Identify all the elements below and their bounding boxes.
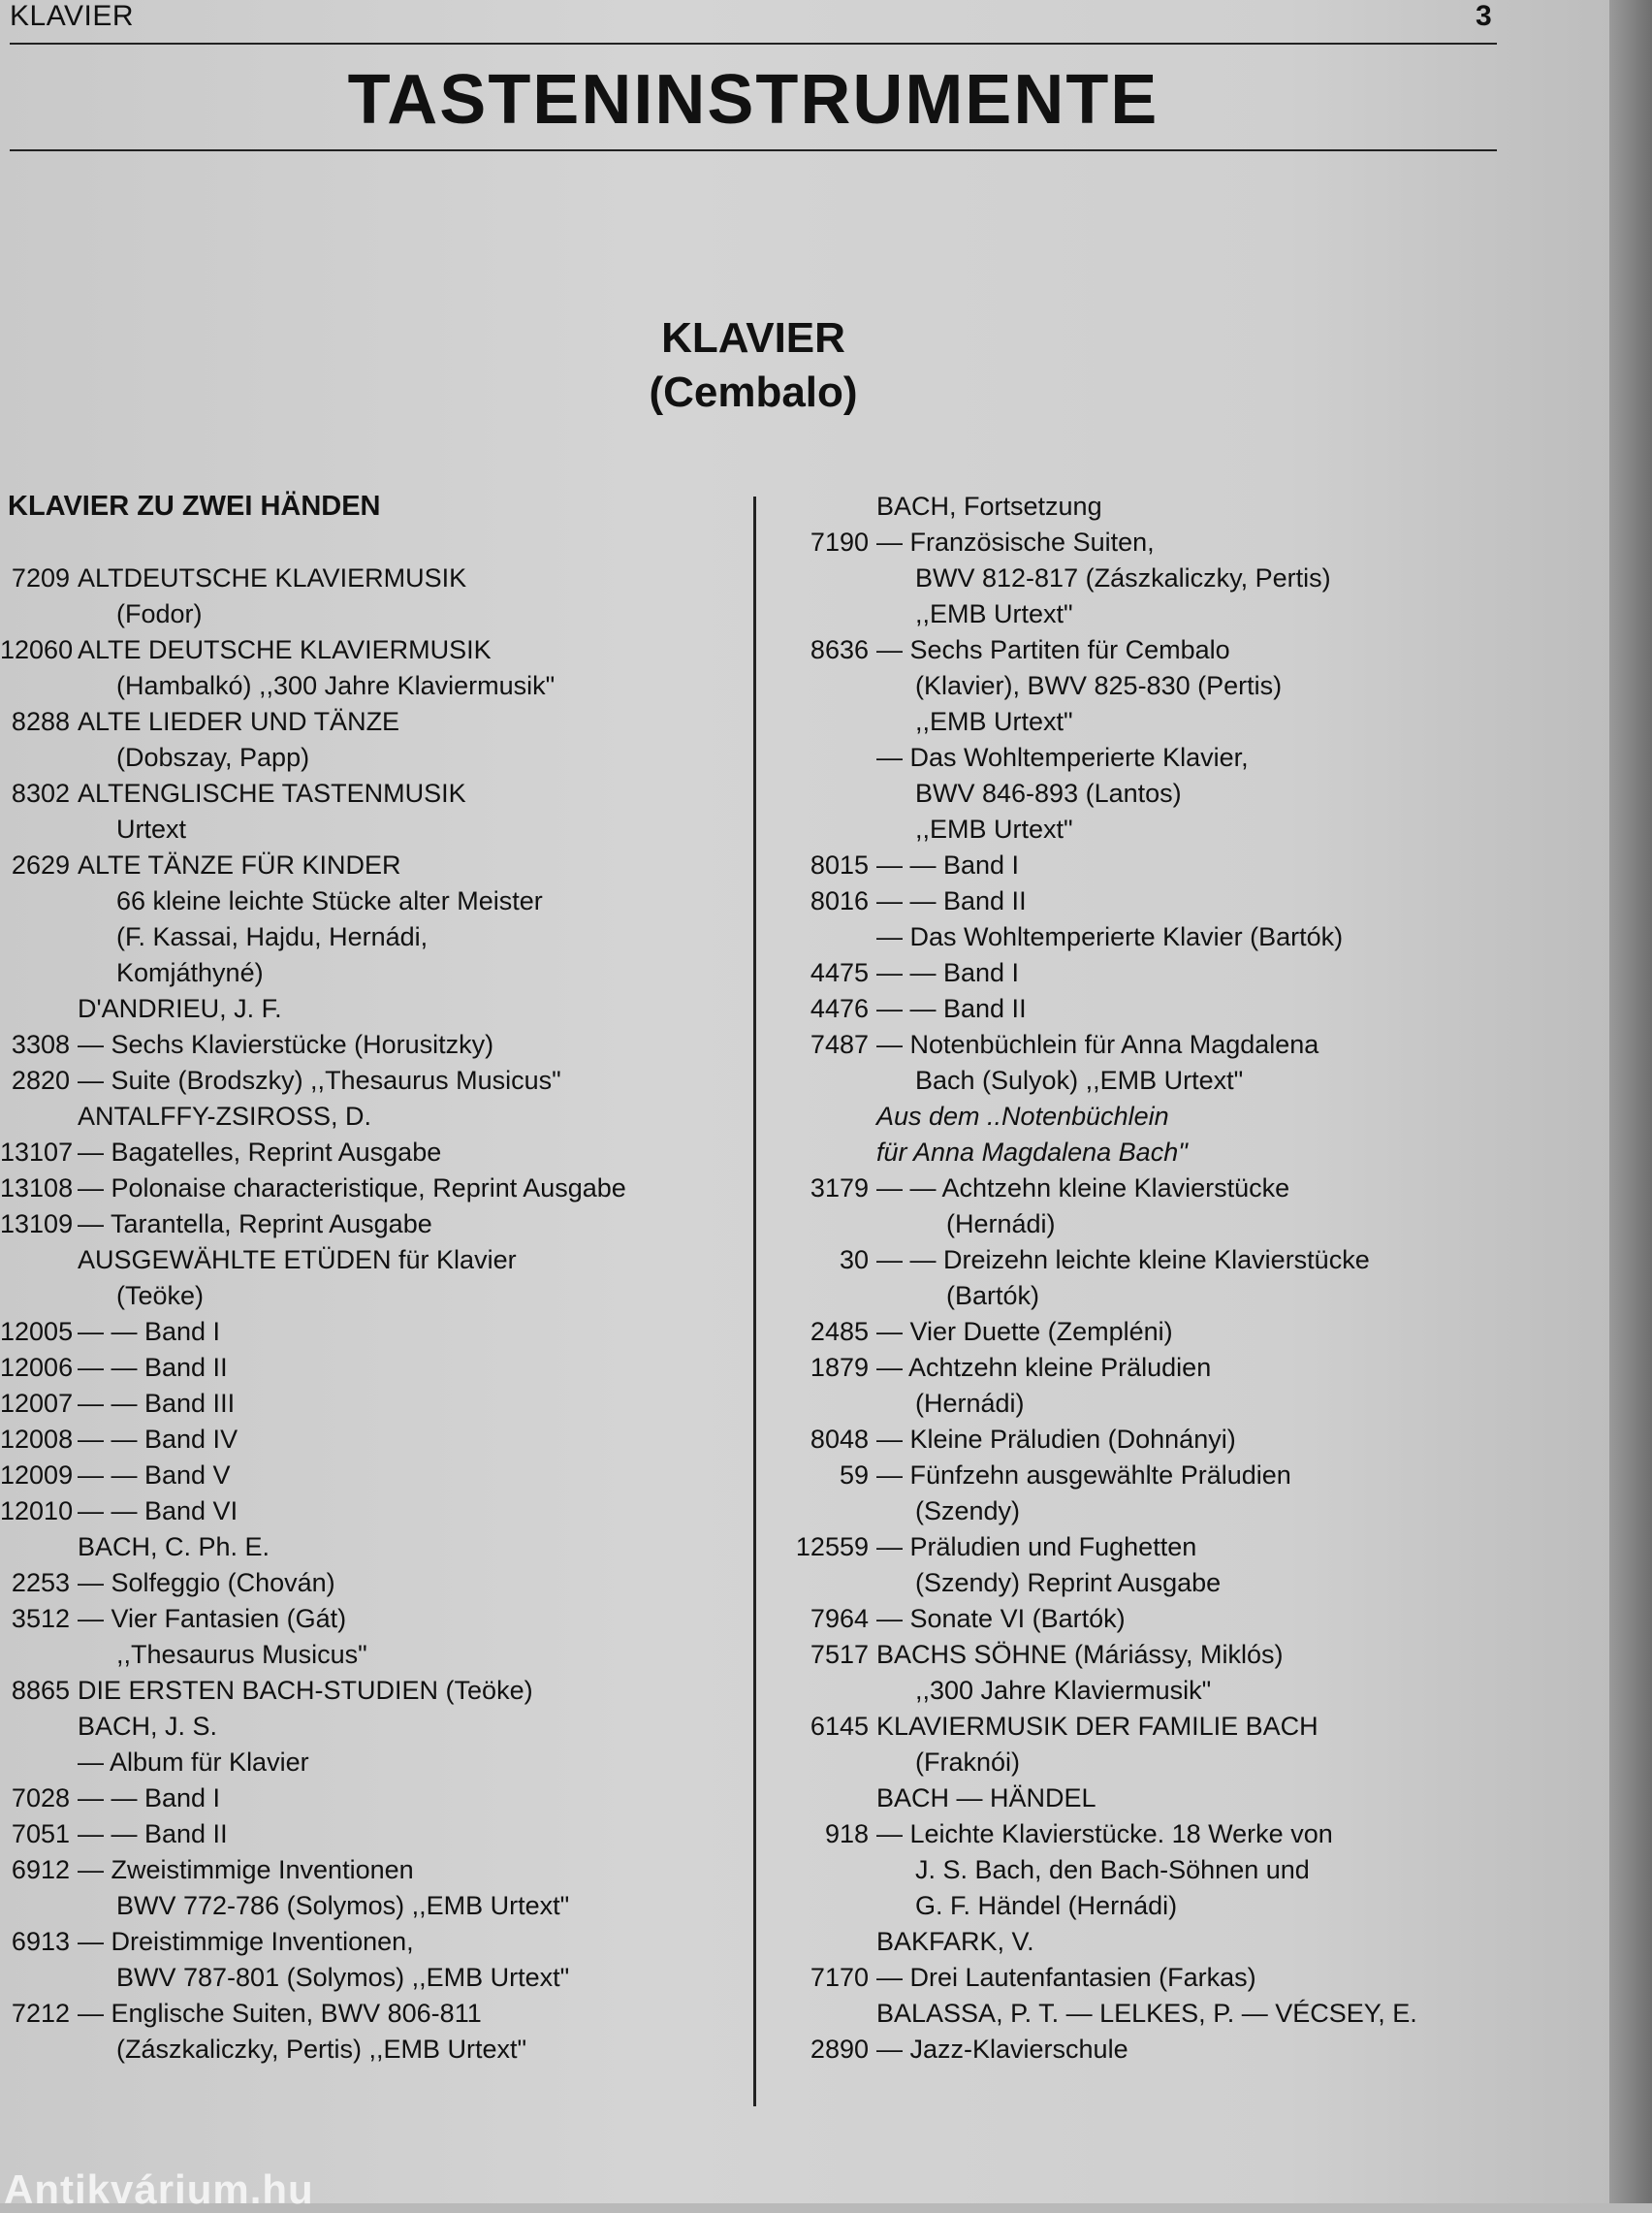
- catalog-number: [776, 596, 876, 632]
- catalog-entry: [0, 668, 747, 704]
- catalog-entry: [776, 1529, 1512, 1565]
- catalog-title: ALTENGLISCHE TASTENMUSIK: [78, 779, 466, 808]
- catalog-title: (Fodor): [116, 599, 203, 628]
- catalog-title: — — Band V: [78, 1460, 231, 1490]
- catalog-title: BWV 812-817 (Zászkaliczky, Pertis): [915, 563, 1331, 593]
- catalog-number: 13108: [0, 1173, 74, 1203]
- catalog-title: BACH, Fortsetzung: [876, 492, 1102, 521]
- catalog-entry: [0, 1493, 747, 1529]
- catalog-number: 7212: [11, 1999, 70, 2028]
- catalog-title: — Achtzehn kleine Präludien: [876, 1353, 1212, 1382]
- catalog-title: — Suite (Brodszky) ,,Thesaurus Musicus": [78, 1066, 561, 1095]
- catalog-entry: [0, 632, 747, 668]
- catalog-entry: [776, 1206, 1512, 1242]
- catalog-title: — — Band II: [78, 1819, 228, 1848]
- catalog-entry: [776, 1422, 1512, 1458]
- catalog-entry: [776, 1780, 1512, 1816]
- catalog-number: 8288: [11, 707, 70, 736]
- catalog-number: [0, 991, 78, 1027]
- catalog-number: [776, 1996, 876, 2032]
- catalog-number: 12007: [0, 1389, 74, 1418]
- catalog-number: 3308: [11, 1030, 70, 1059]
- catalog-number: 12559: [795, 1532, 869, 1561]
- catalog-entry: [776, 1099, 1512, 1135]
- catalog-entry: [0, 1565, 747, 1601]
- catalog-title: BACH, J. S.: [78, 1712, 218, 1741]
- section-heading: KLAVIER ZU ZWEI HÄNDEN: [8, 491, 381, 522]
- catalog-entry: [0, 1242, 747, 1278]
- catalog-entry: [0, 848, 747, 883]
- catalog-title: (Szendy) Reprint Ausgabe: [915, 1568, 1222, 1597]
- catalog-entry: [776, 919, 1512, 955]
- header-rule: [10, 43, 1497, 45]
- catalog-title: — Album für Klavier: [78, 1748, 309, 1777]
- catalog-number: 8302: [11, 779, 70, 808]
- catalog-title: (Hernádi): [946, 1209, 1056, 1238]
- catalog-number: 8865: [11, 1676, 70, 1705]
- catalog-entry: [776, 1386, 1512, 1422]
- catalog-entry: [0, 1960, 747, 1996]
- right-column: [776, 489, 1512, 2068]
- catalog-entry: [0, 1888, 747, 1924]
- catalog-entry: [0, 1529, 747, 1565]
- catalog-title: — Drei Lautenfantasien (Farkas): [876, 1963, 1256, 1992]
- catalog-title: ,,EMB Urtext": [915, 815, 1073, 844]
- catalog-title: (Bartók): [946, 1281, 1040, 1310]
- catalog-entry: [776, 1242, 1512, 1278]
- catalog-title: (Dobszay, Papp): [116, 743, 310, 772]
- catalog-entry: [0, 1673, 747, 1709]
- catalog-number: [0, 1745, 78, 1780]
- catalog-entry: [776, 883, 1512, 919]
- catalog-number: [776, 1924, 876, 1960]
- catalog-entry: [776, 1063, 1512, 1099]
- catalog-title: ALTDEUTSCHE KLAVIERMUSIK: [78, 563, 467, 593]
- catalog-title: für Anna Magdalena Bach": [876, 1138, 1188, 1167]
- catalog-number: [0, 596, 78, 632]
- catalog-entry: [0, 1924, 747, 1960]
- catalog-title: — Jazz-Klavierschule: [876, 2035, 1128, 2064]
- catalog-title: — — Dreizehn leichte kleine Klavierstücke: [876, 1245, 1370, 1274]
- catalog-entry: [0, 919, 747, 955]
- catalog-entry: [776, 1565, 1512, 1601]
- catalog-number: [776, 1780, 876, 1816]
- catalog-title: KLAVIERMUSIK DER FAMILIE BACH: [876, 1712, 1318, 1741]
- catalog-entry: [776, 1278, 1512, 1314]
- catalog-entry: [0, 955, 747, 991]
- catalog-entry: [0, 1852, 747, 1888]
- catalog-number: [0, 1637, 78, 1673]
- main-title: TASTENINSTRUMENTE: [347, 61, 1160, 139]
- catalog-entry: [0, 1816, 747, 1852]
- catalog-entry: [776, 561, 1512, 596]
- catalog-title: — — Band IV: [78, 1425, 238, 1454]
- catalog-number: [776, 919, 876, 955]
- catalog-number: [776, 1493, 876, 1529]
- catalog-number: 12005: [0, 1317, 74, 1346]
- catalog-entry: [0, 883, 747, 919]
- catalog-entry: [776, 704, 1512, 740]
- catalog-title: — — Band VI: [78, 1496, 238, 1525]
- catalog-number: [0, 919, 78, 955]
- catalog-title: — Tarantella, Reprint Ausgabe: [78, 1209, 432, 1238]
- catalog-entry: [776, 1027, 1512, 1063]
- catalog-number: [0, 740, 78, 776]
- catalog-number: [0, 1529, 78, 1565]
- page-number: 3: [1476, 0, 1492, 32]
- catalog-number: 12060: [0, 635, 74, 664]
- catalog-number: [776, 812, 876, 848]
- catalog-title: — Sechs Klavierstücke (Horusitzky): [78, 1030, 494, 1059]
- catalog-entry: [776, 1314, 1512, 1350]
- catalog-title: — Dreistimmige Inventionen,: [78, 1927, 414, 1956]
- catalog-number: 7964: [810, 1604, 869, 1633]
- catalog-number: [0, 1888, 78, 1924]
- catalog-title: — Solfeggio (Chován): [78, 1568, 335, 1597]
- catalog-number: [776, 776, 876, 812]
- catalog-number: [0, 1709, 78, 1745]
- catalog-number: [776, 1852, 876, 1888]
- catalog-entry: [0, 1206, 747, 1242]
- catalog-entry: [776, 1458, 1512, 1493]
- catalog-title: ,,300 Jahre Klaviermusik": [915, 1676, 1212, 1705]
- catalog-entry: [0, 740, 747, 776]
- catalog-entry: [0, 704, 747, 740]
- subtitle-klavier: KLAVIER: [661, 314, 845, 362]
- catalog-number: [0, 1242, 78, 1278]
- catalog-entry: [0, 776, 747, 812]
- catalog-number: [776, 704, 876, 740]
- catalog-entry: [0, 1027, 747, 1063]
- catalog-entry: [776, 489, 1512, 525]
- catalog-number: [0, 1099, 78, 1135]
- catalog-number: 2253: [11, 1568, 70, 1597]
- catalog-title: — — Band II: [876, 886, 1027, 915]
- catalog-number: 12010: [0, 1496, 74, 1525]
- catalog-entry: [776, 812, 1512, 848]
- catalog-title: BAKFARK, V.: [876, 1927, 1034, 1956]
- catalog-entry: [776, 1745, 1512, 1780]
- catalog-title: — — Band III: [78, 1389, 236, 1418]
- catalog-entry: [776, 1924, 1512, 1960]
- catalog-entry: [776, 1709, 1512, 1745]
- catalog-title: — — Band II: [876, 994, 1027, 1023]
- catalog-entry: [776, 1493, 1512, 1529]
- catalog-title: (Hambalkó) ,,300 Jahre Klaviermusik": [116, 671, 556, 700]
- catalog-entry: [776, 525, 1512, 561]
- catalog-number: [776, 1565, 876, 1601]
- catalog-title: Aus dem ..Notenbüchlein: [876, 1102, 1169, 1131]
- catalog-title: — Das Wohltemperierte Klavier,: [876, 743, 1249, 772]
- catalog-title: G. F. Händel (Hernádi): [915, 1891, 1178, 1920]
- catalog-title: BACH — HÄNDEL: [876, 1783, 1096, 1812]
- catalog-number: 2485: [810, 1317, 869, 1346]
- catalog-title: — — Band I: [78, 1317, 221, 1346]
- catalog-title: ,,Thesaurus Musicus": [116, 1640, 367, 1669]
- catalog-title: (F. Kassai, Hajdu, Hernádi,: [116, 922, 429, 951]
- catalog-number: 7190: [810, 528, 869, 557]
- catalog-entry: [776, 2032, 1512, 2068]
- catalog-title: ,,EMB Urtext": [915, 707, 1073, 736]
- catalog-title: (Klavier), BWV 825-830 (Pertis): [915, 671, 1283, 700]
- catalog-title: — — Band I: [876, 958, 1020, 987]
- catalog-number: 13109: [0, 1209, 74, 1238]
- catalog-title: — Kleine Präludien (Dohnányi): [876, 1425, 1236, 1454]
- catalog-number: 7209: [11, 563, 70, 593]
- catalog-title: (Hernádi): [915, 1389, 1025, 1418]
- catalog-title: — Sonate VI (Bartók): [876, 1604, 1126, 1633]
- catalog-number: 6913: [11, 1927, 70, 1956]
- title-rule: [10, 149, 1497, 151]
- catalog-entry: [0, 1063, 747, 1099]
- catalog-number: 8015: [810, 850, 869, 880]
- catalog-title: 66 kleine leichte Stücke alter Meister: [116, 886, 543, 915]
- catalog-title: — Bagatelles, Reprint Ausgabe: [78, 1138, 442, 1167]
- watermark: Antikvárium.hu: [4, 2166, 314, 2212]
- catalog-title: J. S. Bach, den Bach-Söhnen und: [915, 1855, 1310, 1884]
- catalog-number: 7051: [11, 1819, 70, 1848]
- catalog-number: [776, 1206, 876, 1242]
- catalog-title: — — Band I: [78, 1783, 221, 1812]
- catalog-entry: [0, 1422, 747, 1458]
- catalog-number: 3179: [810, 1173, 869, 1203]
- catalog-number: [776, 561, 876, 596]
- catalog-number: 2629: [11, 850, 70, 880]
- catalog-entry: [0, 1135, 747, 1171]
- catalog-entry: [0, 1601, 747, 1637]
- catalog-entry: [0, 1350, 747, 1386]
- catalog-number: 7517: [810, 1640, 869, 1669]
- catalog-number: [0, 883, 78, 919]
- catalog-number: [0, 1278, 78, 1314]
- catalog-title: — — Achtzehn kleine Klavierstücke: [876, 1173, 1290, 1203]
- catalog-number: 7170: [810, 1963, 869, 1992]
- catalog-title: ALTE LIEDER UND TÄNZE: [78, 707, 400, 736]
- catalog-title: — Fünfzehn ausgewählte Präludien: [876, 1460, 1291, 1490]
- catalog-number: 2820: [11, 1066, 70, 1095]
- catalog-entry: [0, 1996, 747, 2032]
- catalog-number: 4476: [810, 994, 869, 1023]
- catalog-number: [776, 1888, 876, 1924]
- catalog-number: 8636: [810, 635, 869, 664]
- catalog-number: [776, 489, 876, 525]
- catalog-number: [0, 668, 78, 704]
- catalog-entry: [776, 1852, 1512, 1888]
- catalog-number: 918: [824, 1819, 869, 1848]
- catalog-entry: [0, 561, 747, 596]
- catalog-title: ALTE DEUTSCHE KLAVIERMUSIK: [78, 635, 492, 664]
- catalog-number: 12009: [0, 1460, 74, 1490]
- catalog-number: [0, 955, 78, 991]
- catalog-entry: [776, 848, 1512, 883]
- catalog-number: 6912: [11, 1855, 70, 1884]
- catalog-entry: [0, 991, 747, 1027]
- catalog-entry: [776, 991, 1512, 1027]
- catalog-number: [776, 1135, 876, 1171]
- catalog-number: 6145: [810, 1712, 869, 1741]
- page-edge-shadow: [1609, 0, 1652, 2203]
- catalog-title: — Leichte Klavierstücke. 18 Werke von: [876, 1819, 1333, 1848]
- catalog-entry: [776, 1350, 1512, 1386]
- catalog-number: 4475: [810, 958, 869, 987]
- catalog-title: — — Band I: [876, 850, 1020, 880]
- catalog-number: [776, 1745, 876, 1780]
- catalog-number: 13107: [0, 1138, 74, 1167]
- catalog-title: — Vier Fantasien (Gát): [78, 1604, 347, 1633]
- subtitle-cembalo: (Cembalo): [649, 369, 858, 416]
- catalog-entry: [776, 776, 1512, 812]
- catalog-entry: [776, 1637, 1512, 1673]
- catalog-entry: [0, 2032, 747, 2068]
- catalog-number: [776, 1278, 876, 1314]
- catalog-number: 8048: [810, 1425, 869, 1454]
- catalog-number: [0, 1960, 78, 1996]
- catalog-number: 2890: [810, 2035, 869, 2064]
- catalog-title: — Notenbüchlein für Anna Magdalena: [876, 1030, 1319, 1059]
- catalog-title: — Das Wohltemperierte Klavier (Bartók): [876, 922, 1344, 951]
- catalog-number: 7028: [11, 1783, 70, 1812]
- catalog-entry: [0, 1099, 747, 1135]
- catalog-number: [776, 668, 876, 704]
- catalog-number: 1879: [810, 1353, 869, 1382]
- catalog-number: [0, 2032, 78, 2068]
- catalog-number: 30: [839, 1245, 869, 1274]
- catalog-title: D'ANDRIEU, J. F.: [78, 994, 282, 1023]
- catalog-entry: [0, 1314, 747, 1350]
- catalog-title: — Präludien und Fughetten: [876, 1532, 1197, 1561]
- catalog-title: — Polonaise characteristique, Reprint Ausgabe: [78, 1173, 626, 1203]
- catalog-entry: [776, 1601, 1512, 1637]
- catalog-entry: [0, 1637, 747, 1673]
- catalog-title: (Fraknói): [915, 1748, 1021, 1777]
- catalog-title: ALTE TÄNZE FÜR KINDER: [78, 850, 401, 880]
- catalog-title: — Französische Suiten,: [876, 528, 1155, 557]
- catalog-number: [776, 1673, 876, 1709]
- catalog-entry: [0, 1171, 747, 1206]
- catalog-number: 12008: [0, 1425, 74, 1454]
- catalog-number: 7487: [810, 1030, 869, 1059]
- catalog-title: BWV 787-801 (Solymos) ,,EMB Urtext": [116, 1963, 570, 1992]
- catalog-entry: [776, 1888, 1512, 1924]
- catalog-entry: [776, 1135, 1512, 1171]
- catalog-number: 8016: [810, 886, 869, 915]
- catalog-number: [0, 812, 78, 848]
- catalog-entry: [0, 812, 747, 848]
- catalog-entry: [0, 1386, 747, 1422]
- catalog-number: [776, 1063, 876, 1099]
- catalog-title: — Vier Duette (Zempléni): [876, 1317, 1173, 1346]
- catalog-entry: [776, 1996, 1512, 2032]
- catalog-title: Urtext: [116, 815, 187, 844]
- catalog-title: Komjáthyné): [116, 958, 264, 987]
- catalog-title: DIE ERSTEN BACH-STUDIEN (Teöke): [78, 1676, 533, 1705]
- catalog-entry: [0, 1745, 747, 1780]
- catalog-title: AUSGEWÄHLTE ETÜDEN für Klavier: [78, 1245, 517, 1274]
- catalog-title: — — Band II: [78, 1353, 228, 1382]
- catalog-title: ,,EMB Urtext": [915, 599, 1073, 628]
- left-column: [0, 561, 747, 2068]
- catalog-title: BACH, C. Ph. E.: [78, 1532, 270, 1561]
- catalog-title: BALASSA, P. T. — LELKES, P. — VÉCSEY, E.: [876, 1999, 1417, 2028]
- catalog-entry: [0, 1458, 747, 1493]
- catalog-entry: [776, 1171, 1512, 1206]
- catalog-entry: [776, 596, 1512, 632]
- catalog-entry: [0, 596, 747, 632]
- catalog-entry: [776, 1673, 1512, 1709]
- column-divider: [753, 497, 756, 2106]
- catalog-title: (Szendy): [915, 1496, 1021, 1525]
- catalog-title: ANTALFFY-ZSIROSS, D.: [78, 1102, 372, 1131]
- catalog-title: BACHS SÖHNE (Máriássy, Miklós): [876, 1640, 1284, 1669]
- catalog-title: — Englische Suiten, BWV 806-811: [78, 1999, 482, 2028]
- catalog-entry: [776, 740, 1512, 776]
- catalog-title: — Zweistimmige Inventionen: [78, 1855, 414, 1884]
- catalog-entry: [0, 1709, 747, 1745]
- catalog-number: 3512: [11, 1604, 70, 1633]
- catalog-entry: [776, 955, 1512, 991]
- catalog-entry: [776, 632, 1512, 668]
- catalog-entry: [776, 1960, 1512, 1996]
- catalog-entry: [0, 1780, 747, 1816]
- catalog-entry: [776, 668, 1512, 704]
- catalog-number: [776, 1099, 876, 1135]
- catalog-title: BWV 772-786 (Solymos) ,,EMB Urtext": [116, 1891, 570, 1920]
- catalog-title: Bach (Sulyok) ,,EMB Urtext": [915, 1066, 1244, 1095]
- catalog-number: [776, 1386, 876, 1422]
- catalog-number: [776, 740, 876, 776]
- catalog-title: (Teöke): [116, 1281, 205, 1310]
- catalog-title: (Zászkaliczky, Pertis) ,,EMB Urtext": [116, 2035, 527, 2064]
- running-header: KLAVIER: [10, 0, 134, 32]
- catalog-title: — Sechs Partiten für Cembalo: [876, 635, 1230, 664]
- catalog-number: 59: [839, 1460, 869, 1490]
- catalog-entry: [0, 1278, 747, 1314]
- catalog-number: 12006: [0, 1353, 74, 1382]
- catalog-title: BWV 846-893 (Lantos): [915, 779, 1182, 808]
- catalog-entry: [776, 1816, 1512, 1852]
